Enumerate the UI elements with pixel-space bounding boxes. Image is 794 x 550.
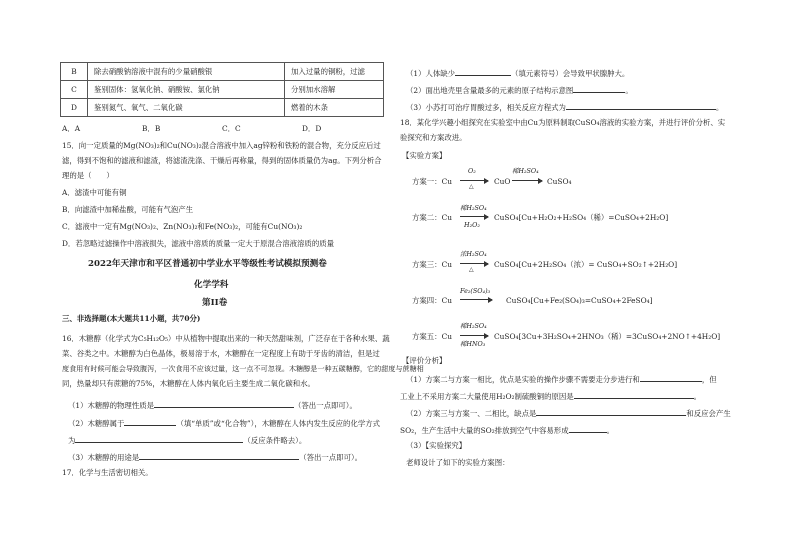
plan1-intermediate: CuO: [494, 177, 511, 186]
q16-sub3-note: （答出一点即可）。: [299, 453, 363, 462]
row-method: 加入过量的铜粉，过滤: [285, 63, 384, 81]
q17-heading: 17．化学与生活密切相关。: [62, 468, 153, 477]
eval-line3-text: （2）方案三与方案一、二相比，缺点是: [406, 409, 537, 418]
q16-line1: 16．木糖醇（化学式为C₅H₁₂O₅）中从植物中提取出来的一种天然甜味剂，广泛存在于各种水果、蔬: [62, 334, 390, 343]
plan-heading: 【实验方案】: [402, 151, 447, 160]
plan2-product: CuSO₄[Cu+H₂O₂+H₂SO₄（稀）=CuSO₄+2H₂O]: [494, 213, 669, 222]
answer-blank[interactable]: [536, 407, 686, 416]
q16-sub2: [68, 417, 380, 429]
arrow-icon: [460, 335, 488, 336]
q16-line3: 度食用有时候可能会导致腹泻，一次食用不应该过量，这一点不可忽视。木糖醇是一种五碳糖醇，它的甜度与蔗糖相: [62, 364, 424, 373]
plan1-acid: 稀H₂SO₄: [512, 167, 539, 175]
q15-option-c: C．滤液中一定有Mg(NO₃)₂、Zn(NO₃)₂和Fe(NO₃)₂，可能有Cu(NO₃)₂: [62, 222, 303, 231]
row-key: B: [61, 63, 88, 81]
section-heading: 三、非选择题(本大题共11小题，共70分): [62, 314, 201, 323]
plan5-nitric: 稀HNO₃: [460, 340, 486, 348]
volume-title: 第II卷: [202, 298, 228, 308]
choice-a: A．A: [62, 124, 81, 133]
plan4-label: 方案四：Cu: [412, 296, 452, 305]
answer-blank[interactable]: [569, 424, 607, 433]
r-sub2-text: （2）面出地壳里含量最多的元素的原子结构示意图: [406, 86, 574, 95]
plan5-product: CuSO₄[3Cu+3H₂SO₄+2HNO₃（稀）=3CuSO₄+2NO↑+4H₂O]: [494, 332, 721, 341]
answer-blank[interactable]: [75, 434, 243, 443]
options-table: [60, 62, 384, 117]
table-row: [61, 99, 384, 117]
explore-heading: （3）【实验探究】: [406, 441, 467, 450]
q16-sub2-text: （2）木糖醇属于: [68, 419, 125, 428]
q16-sub1-text: （1）木糖醇的物理性质是: [68, 401, 155, 410]
r-sub1-text: （1）人体缺少: [406, 69, 456, 78]
q18-line2: 验探究和方案改进。: [400, 133, 467, 142]
arrow-icon: [512, 180, 542, 181]
q16-line2: 菜、谷类之中。木糖醇为白色晶体，极易溶于水，木糖醇在一定程度上有助于牙齿的清洁，但是过: [62, 349, 380, 358]
eval-line2: [400, 390, 701, 402]
plan4-product: CuSO₄[Cu+Fe₂(SO₄)₃=CuSO₄+2FeSO₄]: [506, 296, 653, 305]
plan3-acid: 浓H₂SO₄: [460, 250, 487, 258]
heat-icon: △: [469, 266, 474, 273]
plan2-acid: 稀H₂SO₄: [460, 204, 487, 212]
r-sub2: [406, 84, 633, 96]
r-sub3: [406, 101, 723, 113]
exam-title: 2022年天津市和平区普通初中学业水平等级性考试模拟预测卷: [88, 259, 327, 269]
eval-line1: [406, 373, 717, 385]
row-desc: 除去硝酸钠溶液中混有的少量硝酸银: [88, 63, 285, 81]
q15-line3: 理的是（ ）: [62, 171, 114, 180]
q15-option-d: D．若忽略过滤操作中溶液损失，滤液中溶质的质量一定大于原混合溶液溶质的质量: [62, 239, 334, 248]
plan3-product: CuSO₄[Cu+2H₂SO₄（浓）= CuSO₄+SO₂↑+2H₂O]: [494, 260, 678, 269]
row-method: 燃着的木条: [285, 99, 384, 117]
row-key: D: [61, 99, 88, 117]
subject-title: 化学学科: [194, 280, 229, 290]
answer-blank[interactable]: [574, 390, 694, 399]
eval-line2-end: 。: [693, 392, 702, 401]
plan2-oxidant: H₂O₂: [464, 221, 480, 229]
choice-b: B．B: [142, 124, 161, 133]
q15-option-a: A．滤渣中可能有铜: [62, 188, 127, 197]
q16-sub2-cond: （反应条件略去）。: [243, 436, 307, 445]
q16-sub2-cont: [68, 434, 306, 446]
heat-icon: △: [469, 183, 474, 190]
answer-blank[interactable]: [566, 101, 716, 110]
q15-option-b: B．向滤渣中加稀盐酸，可能有气泡产生: [62, 205, 194, 214]
plan4-reagent: Fe₂(SO₄)₃: [460, 287, 491, 295]
arrow-icon: [460, 216, 488, 217]
arrow-icon: [460, 180, 488, 181]
eval-line3-end: 和反应会产生: [686, 409, 731, 418]
q15-line2: 滤，得到不饱和的滤液和滤渣，将滤渣洗涤、干燥后再称量，得到的固体质量仍为ag。下列分析合: [62, 156, 382, 165]
q16-line4: 同，热量却只有蔗糖的75%，木糖醇在人体内氧化后主要生成二氧化碳和水。: [62, 379, 315, 388]
plan3-label: 方案三：Cu: [412, 260, 452, 269]
arrow-icon: [460, 263, 488, 264]
row-desc: 鉴别固体：氢氧化钠、硝酸铵、氯化钠: [88, 81, 285, 99]
q16-sub1: [68, 399, 357, 411]
eval-line1-end: ，但: [701, 375, 717, 384]
plan1-reagent: O₂: [468, 167, 476, 175]
eval-line4-text: SO₂，生产生活中大量的SO₂排放到空气中容易形成: [400, 426, 569, 435]
answer-blank[interactable]: [455, 67, 511, 76]
table-row: [61, 81, 384, 99]
q15-line1: 15．向一定质量的Mg(NO₃)₂和Cu(NO₃)₂混合溶液中加入ag锌粉和铁粉的混合物，充分反应后过: [62, 141, 381, 150]
eval-line1-text: （1）方案二与方案一相比，优点是实验的操作步骤不需要走分步进行和: [406, 375, 640, 384]
r-sub3-text: （3）小苏打可治疗胃酸过多，相关反应方程式为: [406, 103, 566, 112]
plan5-acid: 稀H₂SO₄: [460, 322, 487, 330]
r-sub1-note: （填元素符号）会导致甲状腺肿大。: [511, 69, 630, 78]
eval-line3: [406, 407, 731, 419]
q16-sub3: [68, 451, 362, 463]
q16-sub1-note: （答出一点即可）。: [294, 401, 357, 410]
choice-c: C．C: [222, 124, 241, 133]
row-desc: 鉴别氮气、氧气、二氧化碳: [88, 99, 285, 117]
choice-d: D．D: [302, 124, 322, 133]
eval-line4-end: 。: [606, 426, 614, 435]
q16-sub3-text: （3）木糖醇的用途是: [68, 453, 140, 462]
plan2-label: 方案二：Cu: [412, 213, 452, 222]
eval-line4: [400, 424, 614, 436]
answer-blank[interactable]: [154, 399, 294, 408]
eval-heading: 【评价分析】: [402, 356, 447, 365]
plan1-label: 方案一：Cu: [412, 177, 452, 186]
r-sub3-end: 。: [715, 103, 724, 112]
r-sub1: [406, 67, 629, 79]
answer-blank[interactable]: [124, 417, 176, 426]
plan1-product: CuSO₄: [547, 177, 572, 186]
row-key: C: [61, 81, 88, 99]
q18-line1: 18．某化学兴趣小组探究在实验室中由Cu为原料制取CuSO₄溶液的实验方案，并进行评价分析、实: [400, 118, 726, 127]
plan5-label: 方案五：Cu: [412, 332, 452, 341]
row-method: 分别加水溶解: [285, 81, 384, 99]
q16-sub2-for: 为: [68, 436, 76, 445]
eval-line2-text: 工业上不采用方案二大量使用H₂O₂制硫酸铜的原因是: [400, 392, 574, 401]
arrow-icon: [460, 299, 492, 300]
explore-line: 老师设计了如下的实验方案图：: [406, 458, 510, 467]
table-row: [61, 63, 384, 81]
r-sub2-end: 。: [625, 86, 633, 95]
answer-blank[interactable]: [573, 84, 625, 93]
q16-sub2-note: （填“单质”或“化合物”），木糖醇在人体内发生反应的化学方式: [176, 419, 381, 428]
answer-blank[interactable]: [640, 373, 702, 382]
answer-blank[interactable]: [139, 451, 299, 460]
